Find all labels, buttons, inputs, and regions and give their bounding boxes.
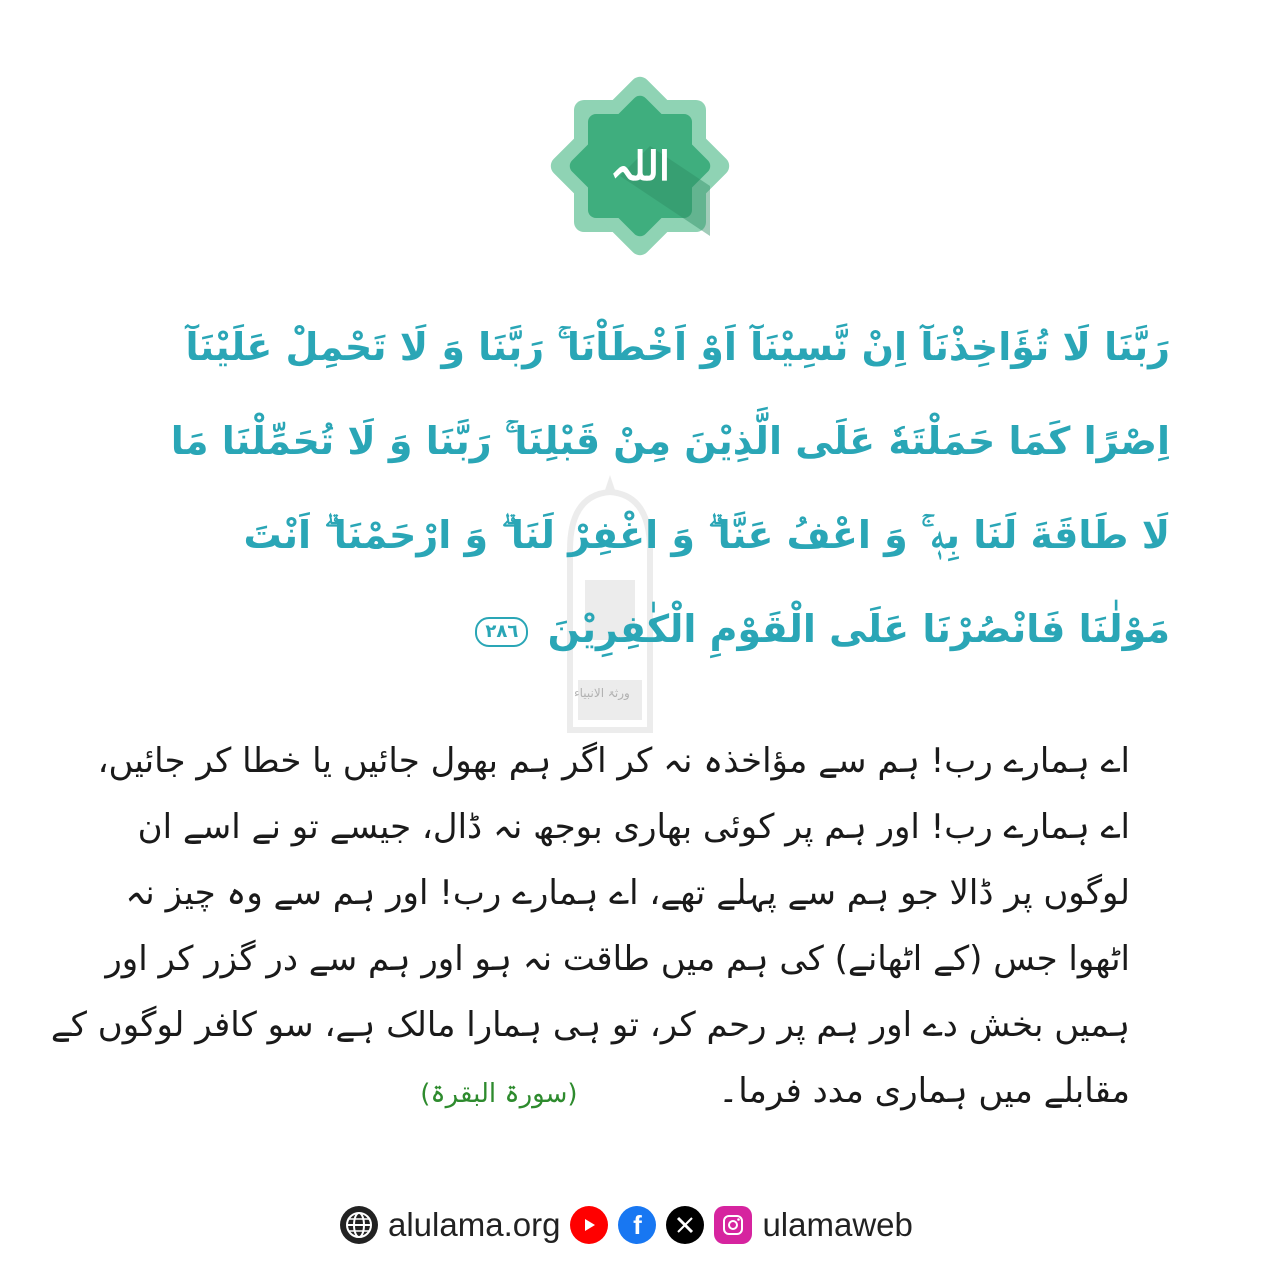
urdu-translation	[50, 728, 1130, 1127]
ayah-number: ٢٨٦	[475, 617, 528, 647]
social-handle[interactable]: ulamaweb	[762, 1206, 913, 1243]
footer-social-bar	[340, 1200, 913, 1250]
facebook-icon[interactable]: f	[618, 1206, 656, 1244]
translation-line-text: مقابلے میں ہماری مدد فرما۔	[718, 1071, 1130, 1111]
translation-line: لوگوں پر ڈالا جو ہم سے پہلے تھے، اے ہمارے رب! اور ہم سے وہ چیز نہ	[125, 873, 1130, 913]
verse-line: اِصْرًا كَمَا حَمَلْتَهٗ عَلَى الَّذِيْنَ مِنْ قَبْلِنَا ۚ رَبَّنَا وَ لَا تُحَمِّلْنَا مَا	[170, 419, 1170, 463]
translation-line-last	[150, 1058, 1130, 1127]
translation-line: اے ہمارے رب! ہم سے مؤاخذہ نہ کر اگر ہم بھول جائیں یا خطا کر جائیں،	[97, 741, 1130, 781]
translation-line: ہمیں بخش دے اور ہم پر رحم کر، تو ہی ہمارا مالک ہے، سو کافر لوگوں کے	[50, 1005, 1130, 1045]
website-link[interactable]: alulama.org	[388, 1206, 561, 1243]
youtube-icon[interactable]	[570, 1206, 608, 1244]
allah-emblem	[547, 73, 733, 259]
emblem-label: اللہ	[610, 142, 670, 190]
globe-icon[interactable]	[340, 1206, 378, 1244]
translation-line: اٹھوا جس (کے اٹھانے) کی ہم میں طاقت نہ ہو اور ہم سے در گزر کر اور	[105, 939, 1130, 979]
surah-reference: (سورۃ البقرۃ)	[420, 1079, 578, 1109]
translation-line: اے ہمارے رب! اور ہم پر کوئی بھاری بوجھ نہ ڈال، جیسے تو نے اسے ان	[137, 807, 1130, 847]
x-icon[interactable]	[666, 1206, 704, 1244]
watermark-caption: ورثۃ الانبیاء	[574, 686, 630, 700]
quran-verse	[110, 300, 1170, 676]
verse-line: رَبَّنَا لَا تُؤَاخِذْنَآ اِنْ نَّسِيْنَآ اَوْ اَخْطَاْنَا ۚ رَبَّنَا وَ لَا تَحْمِلْ عَلَيْنَآ	[185, 325, 1170, 369]
verse-line-last	[110, 582, 1170, 676]
instagram-icon[interactable]	[714, 1206, 752, 1244]
verse-line-text: مَوْلٰنَا فَانْصُرْنَا عَلَى الْقَوْمِ الْكٰفِرِيْنَ	[547, 607, 1170, 651]
verse-line: لَا طَاقَةَ لَنَا بِهٖ ۚ وَ اعْفُ عَنَّا ۗ وَ اغْفِرْ لَنَا ۗ وَ ارْحَمْنَا ۗ اَنْتَ	[243, 513, 1170, 557]
